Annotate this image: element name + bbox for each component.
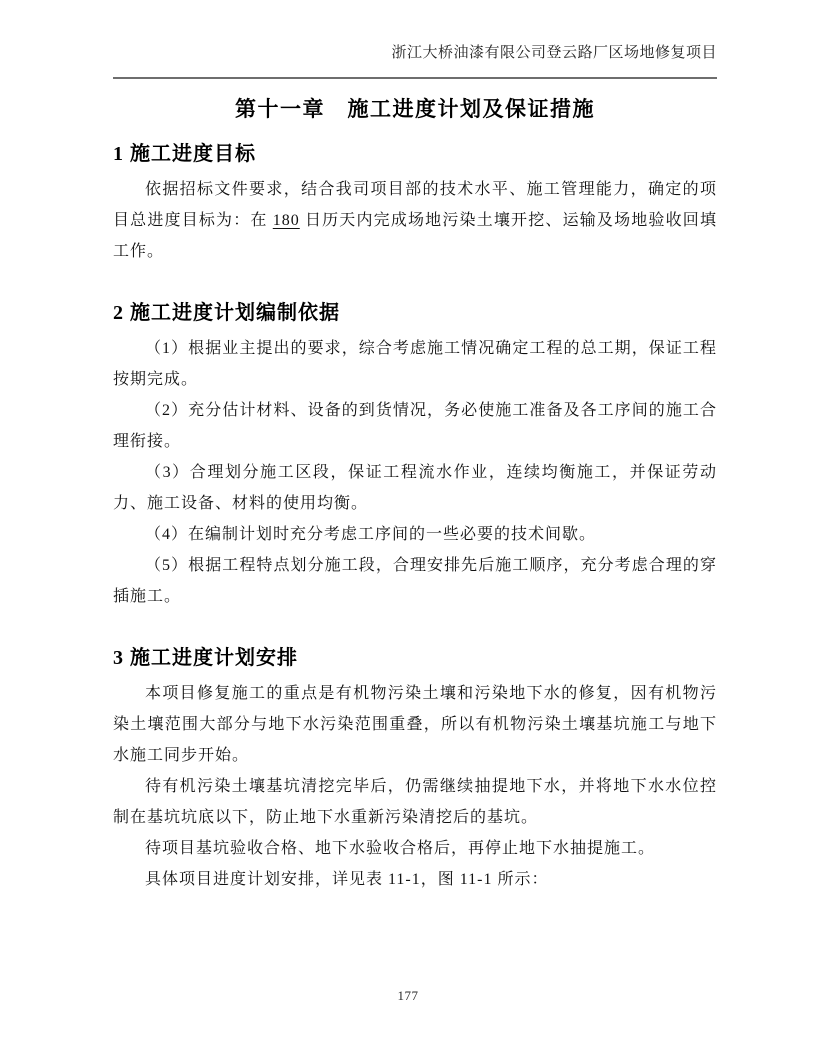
section-3-heading: 3 施工进度计划安排 xyxy=(113,647,298,669)
section-3-paragraph-4: 具体项目进度计划安排，详见表 11-1，图 11-1 所示： xyxy=(145,871,549,888)
chapter-title: 第十一章 施工进度计划及保证措施 xyxy=(235,97,595,121)
section-1-heading: 1 施工进度目标 xyxy=(113,143,256,165)
underlined-duration-value: 180 xyxy=(272,212,300,229)
paragraph-text-pre: 依据招标文件要求，结合我司项目部的技术水平、施工管理能力，确定的项目总进度目标为：在 xyxy=(113,181,717,229)
header-project-title: 浙江大桥油漆有限公司登云路厂区场地修复项目 xyxy=(391,45,717,61)
list-item-4: （4）在编制计划时充分考虑工序间的一些必要的技术间歇。 xyxy=(145,526,597,543)
section-3-paragraph-1: 本项目修复施工的重点是有机物污染土壤和污染地下水的修复，因有机物污染土壤范围大部分与地下水污染范围重叠，所以有机物污染土壤基坑施工与地下水施工同步开始。 xyxy=(113,685,717,764)
page-header xyxy=(113,44,717,79)
list-item-5: （5）根据工程特点划分施工段，合理安排先后施工顺序，充分考虑合理的穿插施工。 xyxy=(113,557,717,605)
list-item-2: （2）充分估计材料、设备的到货情况，务必使施工准备及各工序间的施工合理衔接。 xyxy=(113,402,717,450)
section-1-paragraph xyxy=(113,174,717,267)
section-2-heading: 2 施工进度计划编制依据 xyxy=(113,302,340,324)
page-number: 177 xyxy=(397,988,419,1003)
section-3-paragraph-3: 待项目基坑验收合格、地下水验收合格后，再停止地下水抽提施工。 xyxy=(145,840,656,857)
list-item-1: （1）根据业主提出的要求，综合考虑施工情况确定工程的总工期，保证工程按期完成。 xyxy=(113,340,717,388)
paragraph-text-post: 日历天内完成场地污染土壤开挖、运输及场地验收回填工作。 xyxy=(113,212,717,260)
section-3-paragraph-2: 待有机污染土壤基坑清挖完毕后，仍需继续抽提地下水，并将地下水水位控制在基坑坑底以下，防止地下水重新污染清挖后的基坑。 xyxy=(113,778,717,826)
list-item-3: （3）合理划分施工区段，保证工程流水作业，连续均衡施工，并保证劳动力、施工设备、材料的使用均衡。 xyxy=(113,464,717,512)
